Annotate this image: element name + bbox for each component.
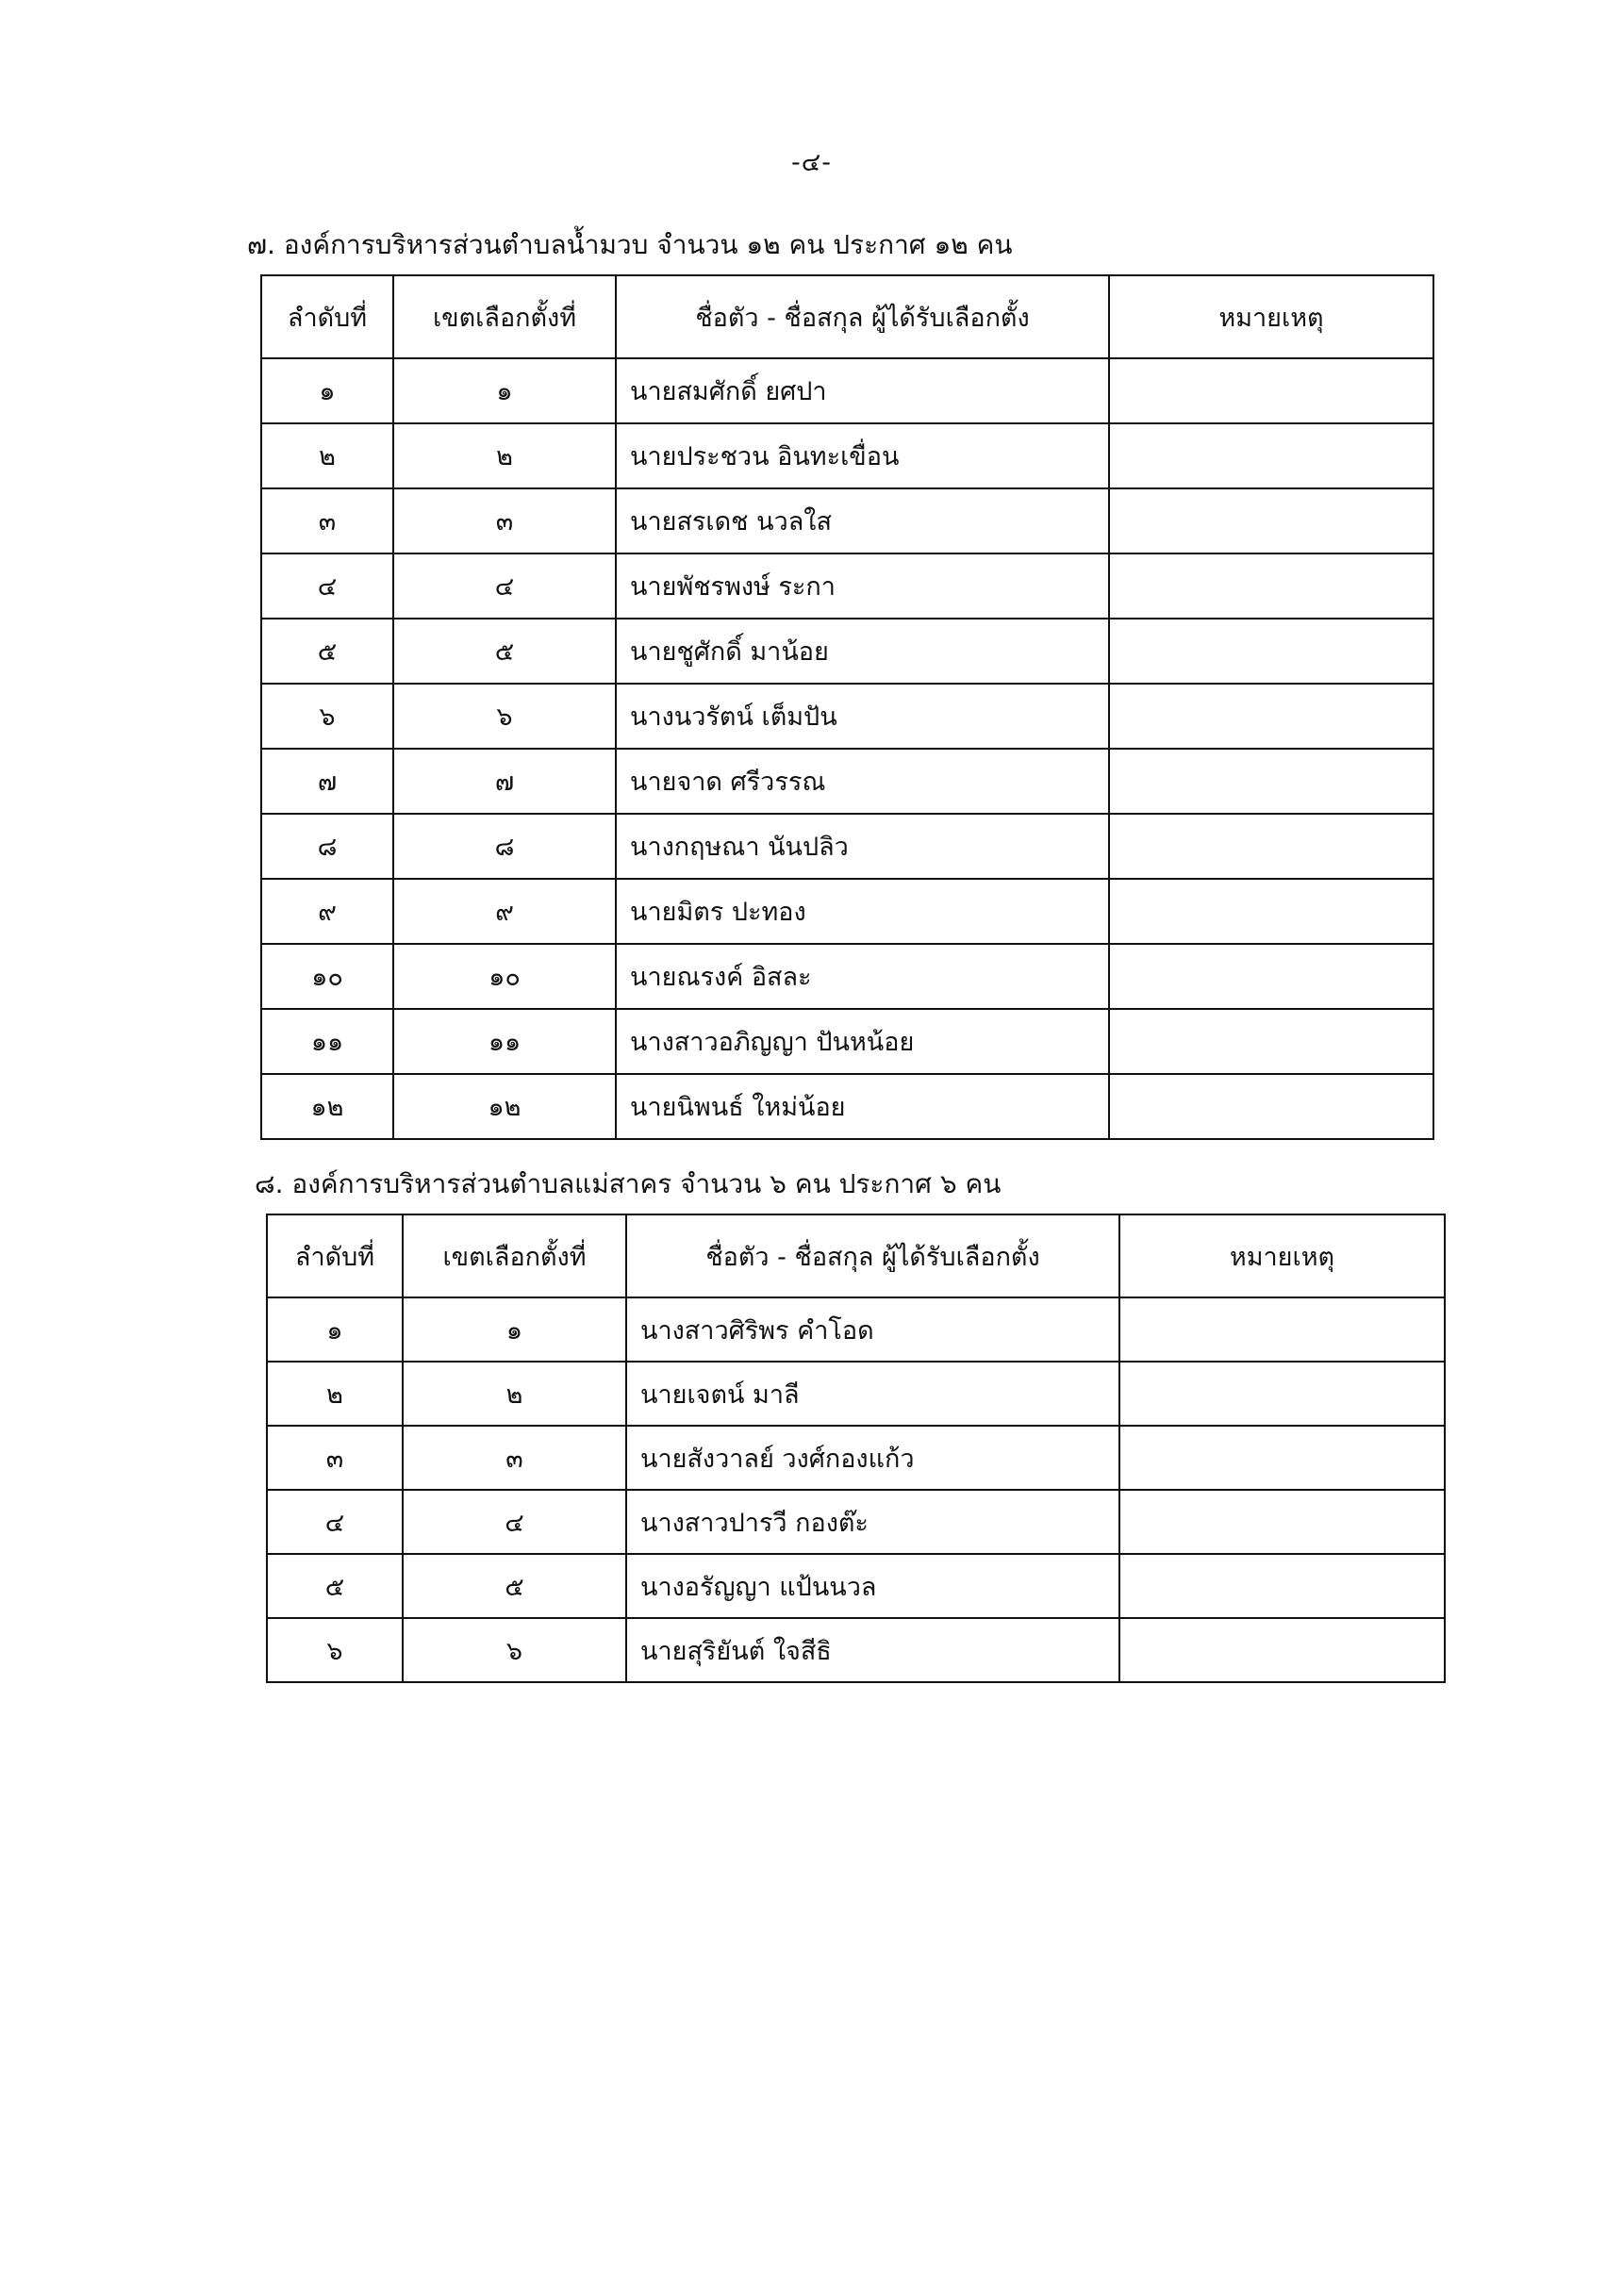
member-name-cell: นายณรงค์ อิสละ — [616, 944, 1109, 1009]
member-name-cell: นางสาวอภิญญา ปันหน้อย — [616, 1009, 1109, 1074]
order-cell: ๕ — [261, 619, 393, 684]
note-cell — [1109, 553, 1433, 619]
order-cell: ๘ — [261, 814, 393, 879]
district-cell: ๒ — [403, 1362, 626, 1426]
district-cell: ๗ — [393, 749, 616, 814]
order-cell: ๖ — [267, 1618, 403, 1682]
member-name-cell: นายนิพนธ์ ใหม่น้อย — [616, 1074, 1109, 1139]
note-cell — [1109, 749, 1433, 814]
district-cell: ๑๐ — [393, 944, 616, 1009]
table-row — [261, 553, 1433, 619]
note-cell — [1119, 1490, 1445, 1554]
order-cell: ๓ — [261, 488, 393, 553]
note-cell — [1119, 1362, 1445, 1426]
elected-members-table — [260, 274, 1434, 1140]
district-cell: ๑ — [393, 358, 616, 423]
note-cell — [1109, 423, 1433, 488]
column-header-name: ชื่อตัว - ชื่อสกุล ผู้ได้รับเลือกตั้ง — [616, 275, 1109, 358]
table-row — [261, 879, 1433, 944]
table-row — [261, 488, 1433, 553]
member-name-cell: นางสาวศิริพร คำโอด — [626, 1297, 1119, 1362]
order-cell: ๔ — [261, 553, 393, 619]
order-cell: ๒ — [261, 423, 393, 488]
district-cell: ๑๒ — [393, 1074, 616, 1139]
order-cell: ๑ — [267, 1297, 403, 1362]
note-cell — [1119, 1426, 1445, 1490]
note-cell — [1109, 1009, 1433, 1074]
table-body — [267, 1297, 1445, 1682]
column-header-district: เขตเลือกตั้งที่ — [403, 1214, 626, 1297]
district-cell: ๓ — [393, 488, 616, 553]
member-name-cell: นายสุริยันต์ ใจสีธิ — [626, 1618, 1119, 1682]
order-cell: ๑๒ — [261, 1074, 393, 1139]
order-cell: ๑ — [261, 358, 393, 423]
order-cell: ๒ — [267, 1362, 403, 1426]
table-row — [261, 749, 1433, 814]
table-row — [261, 944, 1433, 1009]
member-name-cell: นายสังวาลย์ วงศ์กองแก้ว — [626, 1426, 1119, 1490]
order-cell: ๗ — [261, 749, 393, 814]
note-cell — [1119, 1297, 1445, 1362]
district-cell: ๑๑ — [393, 1009, 616, 1074]
district-cell: ๘ — [393, 814, 616, 879]
district-cell: ๙ — [393, 879, 616, 944]
note-cell — [1109, 879, 1433, 944]
table-row — [261, 1074, 1433, 1139]
table-row — [261, 619, 1433, 684]
order-cell: ๔ — [267, 1490, 403, 1554]
table-row — [267, 1297, 1445, 1362]
section-heading: ๘. องค์การบริหารส่วนตำบลแม่สาคร จำนวน ๖ คน ประกาศ ๖ คน — [255, 1168, 1002, 1199]
member-name-cell: นายจาด ศรีวรรณ — [616, 749, 1109, 814]
district-cell: ๓ — [403, 1426, 626, 1490]
member-name-cell: นางอรัญญา แป้นนวล — [626, 1554, 1119, 1618]
order-cell: ๙ — [261, 879, 393, 944]
column-header-note: หมายเหตุ — [1119, 1214, 1445, 1297]
district-cell: ๑ — [403, 1297, 626, 1362]
note-cell — [1109, 684, 1433, 749]
order-cell: ๖ — [261, 684, 393, 749]
table-row — [267, 1618, 1445, 1682]
member-name-cell: นางนวรัตน์ เต็มปัน — [616, 684, 1109, 749]
member-name-cell: นางกฤษณา นันปลิว — [616, 814, 1109, 879]
elected-members-table — [266, 1214, 1446, 1683]
table-row — [261, 358, 1433, 423]
column-header-name: ชื่อตัว - ชื่อสกุล ผู้ได้รับเลือกตั้ง — [626, 1214, 1119, 1297]
column-header-order: ลำดับที่ — [267, 1214, 403, 1297]
member-name-cell: นายมิตร ปะทอง — [616, 879, 1109, 944]
column-header-district: เขตเลือกตั้งที่ — [393, 275, 616, 358]
member-name-cell: นายพัชรพงษ์ ระกา — [616, 553, 1109, 619]
column-header-order: ลำดับที่ — [261, 275, 393, 358]
table-row — [267, 1554, 1445, 1618]
note-cell — [1109, 944, 1433, 1009]
note-cell — [1109, 358, 1433, 423]
table-row — [267, 1490, 1445, 1554]
district-cell: ๖ — [393, 684, 616, 749]
table-header-row — [267, 1214, 1445, 1297]
table-row — [261, 423, 1433, 488]
member-name-cell: นายสมศักดิ์ ยศปา — [616, 358, 1109, 423]
note-cell — [1119, 1554, 1445, 1618]
table-body — [261, 358, 1433, 1139]
table-row — [267, 1362, 1445, 1426]
member-name-cell: นางสาวปารวี กองต๊ะ — [626, 1490, 1119, 1554]
note-cell — [1109, 488, 1433, 553]
table-row — [261, 1009, 1433, 1074]
district-cell: ๖ — [403, 1618, 626, 1682]
district-cell: ๔ — [393, 553, 616, 619]
member-name-cell: นายประชวน อินทะเขื่อน — [616, 423, 1109, 488]
page-number: -๔- — [791, 148, 832, 177]
note-cell — [1109, 619, 1433, 684]
order-cell: ๓ — [267, 1426, 403, 1490]
member-name-cell: นายเจตน์ มาลี — [626, 1362, 1119, 1426]
district-cell: ๒ — [393, 423, 616, 488]
note-cell — [1119, 1618, 1445, 1682]
order-cell: ๑๑ — [261, 1009, 393, 1074]
table-row — [261, 684, 1433, 749]
member-name-cell: นายชูศักดิ์ มาน้อย — [616, 619, 1109, 684]
district-cell: ๔ — [403, 1490, 626, 1554]
note-cell — [1109, 1074, 1433, 1139]
table-row — [267, 1426, 1445, 1490]
column-header-note: หมายเหตุ — [1109, 275, 1433, 358]
table-row — [261, 814, 1433, 879]
section-heading: ๗. องค์การบริหารส่วนตำบลน้ำมวบ จำนวน ๑๒ คน ประกาศ ๑๒ คน — [247, 229, 1013, 260]
member-name-cell: นายสรเดช นวลใส — [616, 488, 1109, 553]
table-header-row — [261, 275, 1433, 358]
district-cell: ๕ — [403, 1554, 626, 1618]
note-cell — [1109, 814, 1433, 879]
order-cell: ๑๐ — [261, 944, 393, 1009]
district-cell: ๕ — [393, 619, 616, 684]
order-cell: ๕ — [267, 1554, 403, 1618]
